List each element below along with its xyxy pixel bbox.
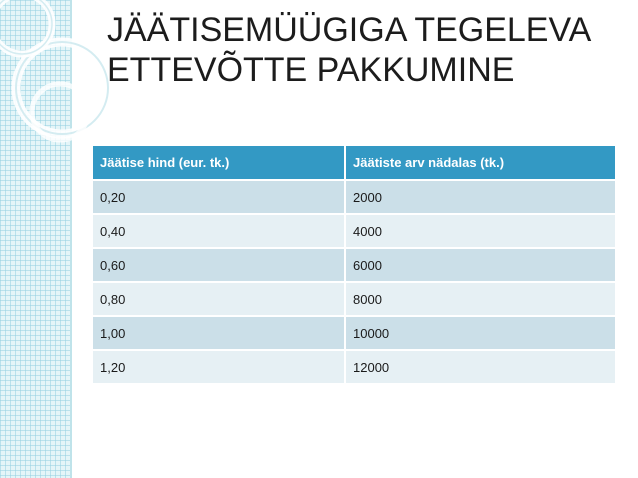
cell-quantity: 12000 (345, 350, 615, 384)
cell-price: 1,00 (93, 316, 345, 350)
title-line-2: ETTEVÕTTE PAKKUMINE (107, 51, 515, 89)
table-row (93, 180, 615, 214)
table-row (93, 316, 615, 350)
table-row (93, 214, 615, 248)
header-price: Jäätise hind (eur. tk.) (93, 146, 345, 180)
cell-quantity: 10000 (345, 316, 615, 350)
price-quantity-table (93, 146, 615, 385)
table-row (93, 350, 615, 384)
slide-title (107, 10, 591, 90)
table-row (93, 248, 615, 282)
cell-price: 0,20 (93, 180, 345, 214)
title-line-1: JÄÄTISEMÜÜGIGA TEGELEVA (107, 11, 592, 49)
cell-quantity: 8000 (345, 282, 615, 316)
header-quantity: Jäätiste arv nädalas (tk.) (345, 146, 615, 180)
cell-price: 1,20 (93, 350, 345, 384)
cell-price: 0,40 (93, 214, 345, 248)
cell-quantity: 2000 (345, 180, 615, 214)
table-header-row (93, 146, 615, 180)
cell-price: 0,80 (93, 282, 345, 316)
table-row (93, 282, 615, 316)
cell-price: 0,60 (93, 248, 345, 282)
cell-quantity: 6000 (345, 248, 615, 282)
cell-quantity: 4000 (345, 214, 615, 248)
